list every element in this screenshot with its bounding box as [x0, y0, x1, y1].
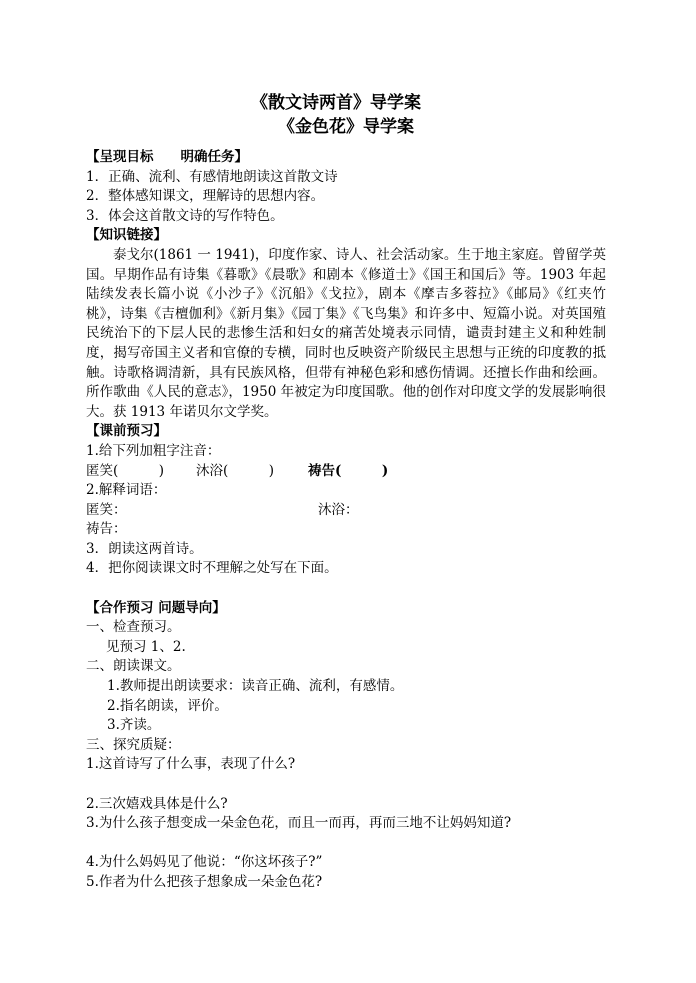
goal-item: 2．整体感知课文，理解诗的思想内容。: [86, 188, 325, 205]
pinyin-item: 匿笑( ): [86, 462, 165, 479]
document-subtitle: 《金色花》导学案: [278, 117, 414, 137]
pinyin-row: [86, 462, 606, 482]
definition-row: [86, 501, 606, 521]
knowledge-paragraph: 泰戈尔(1861 一 1941)，印度作家、诗人、社会活动家。生于地主家庭。曾留学英国。早期作品有诗集《暮歌》《晨歌》和剧本《修道士》《国王和国后》等。1903 年起陆续发表长篇小说《小沙子》《沉船》《戈拉》，剧本《摩吉多蓉拉》《邮局》《红夹竹桃》，诗集《吉檀伽利》《新月集》《园丁集》《飞鸟集》和许多中、短篇小说。对英国殖民统治下的下层人民的悲惨生活和妇女的痛苦处境表示同情，谴责封建主义和种姓制度，揭写帝国主义者和官僚的专横，同时也反映资产阶级民主思想与正统的印度教的抵触。诗歌格调清新，具有民族风格，但带有神秘色彩和感伤情调。还擅长作曲和绘画。所作歌曲《人民的意志》，1950 年被定为印度国歌。他的创作对印度文学的发展影响很大。获 1913 年诺贝尔文学奖。: [86, 246, 606, 420]
section-heading-goals: 【呈现目标 明确任务】: [86, 149, 248, 165]
inquiry-question: 3.为什么孩子想变成一朵金色花，而且一而再，再而三地不让妈妈知道?: [86, 815, 512, 832]
step-heading: 三、探究质疑：: [86, 736, 181, 753]
pinyin-item: 沐浴( ): [196, 462, 275, 479]
goal-item: 1．正确、流利、有感情地朗读这首散文诗: [86, 168, 338, 185]
inquiry-question: 2.三次嬉戏具体是什么?: [86, 795, 228, 812]
pinyin-item: 祷告( ): [308, 462, 389, 479]
section-heading-knowledge: 【知识链接】: [86, 227, 167, 244]
step-item: 1.教师提出朗读要求：读音正确、流利，有感情。: [107, 678, 404, 695]
step-item: 2.指名朗读，评价。: [107, 697, 228, 714]
definition-item: 沐浴：: [318, 501, 359, 518]
section-heading-cooperation: 【合作预习 问题导向】: [86, 599, 226, 616]
definition-item: 匿笑：: [86, 501, 127, 518]
section-heading-preview: 【课前预习】: [86, 423, 167, 440]
step-item: 3.齐读。: [107, 717, 161, 734]
inquiry-question: 1.这首诗写了什么事，表现了什么?: [86, 756, 296, 773]
inquiry-question: 4.为什么妈妈见了他说：“你这坏孩子?”: [86, 854, 323, 871]
preview-question-1: 1.给下列加粗字注音：: [86, 442, 221, 459]
preview-question-2: 2.解释词语：: [86, 482, 167, 499]
document-title: 《散文诗两首》导学案: [251, 93, 421, 113]
step-item: 见预习 1、2.: [106, 638, 186, 655]
goal-item: 3．体会这首散文诗的写作特色。: [86, 207, 284, 224]
document-body: [86, 148, 606, 893]
preview-question-4: 4．把你阅读课文时不理解之处写在下面。: [86, 560, 338, 577]
preview-question-3: 3．朗读这两首诗。: [86, 540, 203, 557]
inquiry-question: 5.作者为什么把孩子想象成一朵金色花?: [86, 873, 323, 890]
step-heading: 一、检查预习。: [86, 619, 181, 636]
step-heading: 二、朗读课文。: [86, 658, 181, 675]
definition-item: 祷告：: [86, 521, 127, 538]
